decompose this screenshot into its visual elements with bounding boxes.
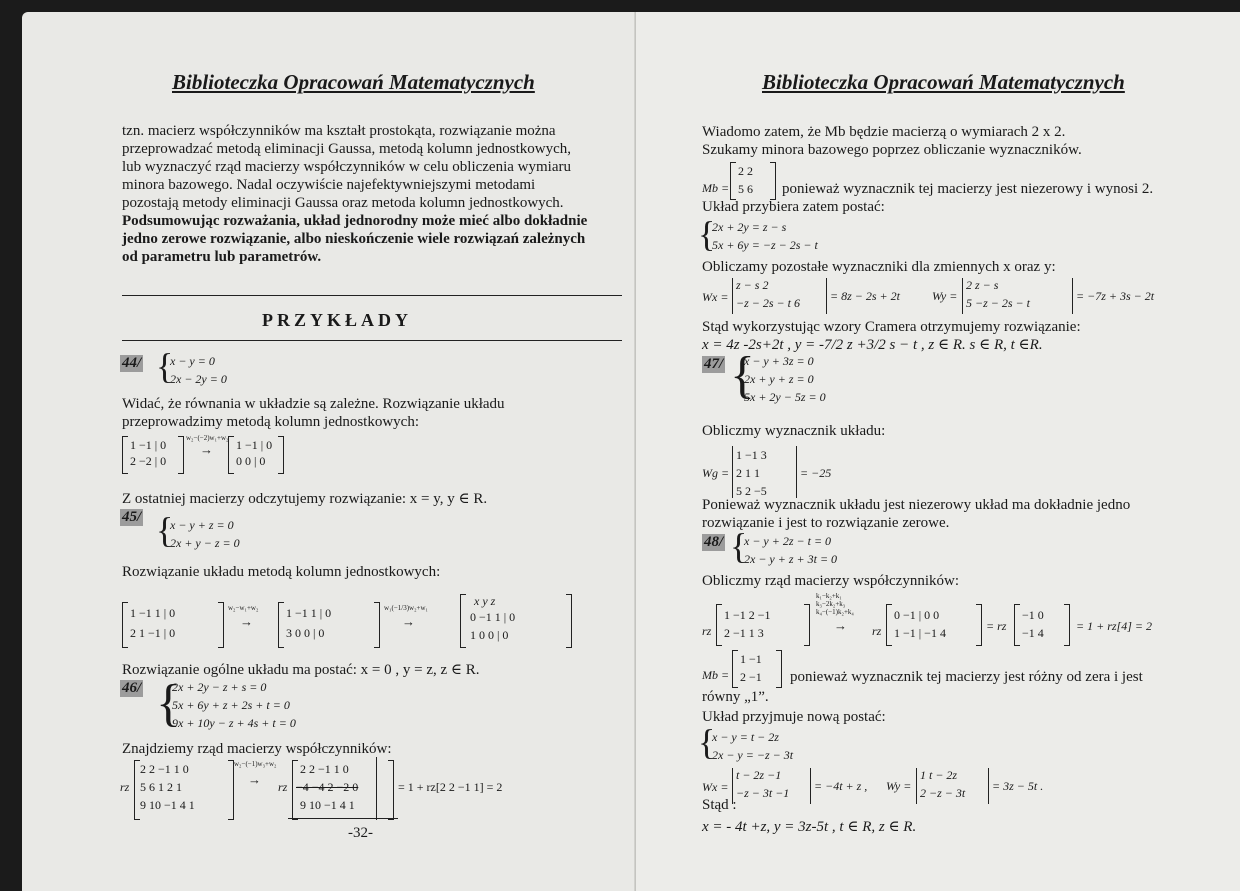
ex48-sys-eq-1: x − y = t − 2z [712,730,779,744]
example-46-number: 46/ [122,680,142,696]
ex44-m1-row-2: 2 −2 | 0 [130,454,167,468]
mb-row-1: 2 2 [738,164,753,178]
ex44-op: w₂−(−2)w₁+w₂ [186,434,229,442]
r-line-5: Stąd wykorzystując wzory Cramera otrzymujemy rozwiązanie: [702,319,1081,335]
right-page [636,12,1240,891]
ex48-eq-rz: = rz [986,619,1007,633]
ex47-w-label: Wg = [702,466,730,480]
ex48-rz-label: rz [702,624,712,638]
ex48-wx-bar-right [810,768,811,804]
left-page [22,12,634,891]
ex48-arrow: → [834,618,847,633]
intro-line-1: tzn. macierz współczynników ma kształt prostokąta, rozwiązanie można [122,123,556,139]
ex46-m1-row-3: 9 10 −1 4 1 [140,798,195,812]
right-page-header: Biblioteczka Opracowań Matematycznych [762,70,1125,94]
sys1-eq-1: 2x + 2y = z − s [712,220,787,234]
wx-row-2: −z − 2s − t 6 [736,296,800,310]
ex47-row-2: 2 1 1 [736,466,760,480]
r-line-2: Szukamy minora bazowego poprzez obliczanie wyznaczników. [702,142,1082,158]
ex45-eq-1: x − y + z = 0 [170,518,234,532]
ex46-eq-3: 9x + 10y − z + 4s + t = 0 [172,716,296,730]
ex48-m1-bracket-right [804,604,810,646]
ex44-m1-row-1: 1 −1 | 0 [130,438,167,452]
ex48-line-1: Układ przyjmuje nową postać: [702,709,886,725]
ex48-brace: { [730,526,748,566]
ex45-m3-bracket-right [566,594,572,648]
ex44-result: Z ostatniej macierzy odczytujemy rozwiązanie: x = y, y ∈ R. [122,491,488,507]
section-rule-top [122,295,622,296]
ex44-m2-row-2: 0 0 | 0 [236,454,266,468]
page-number: -32- [348,825,373,841]
ex48-m1-row-2: 2 −1 1 3 [724,626,764,640]
ex46-eq-1: 2x + 2y − z + s = 0 [172,680,267,694]
example-44-number: 44/ [122,355,142,371]
example-47-number: 47/ [704,356,724,372]
r-line-3: Układ przybiera zatem postać: [702,199,885,215]
ex46-op: w₂−(−1)w₃+w₂ [234,760,277,768]
ex47-eq-1: x − y + 3z = 0 [744,354,814,368]
ex48-stad: Stąd : [702,797,737,813]
ex48-sys-eq-2: 2x − y = −z − 3t [712,748,794,762]
ex46-cross-line-vertical [376,757,377,820]
wy-bar-left [962,278,963,314]
ex45-m1-bracket-left [122,602,128,648]
ex47-brace: { [730,347,755,404]
ex48-m3-bracket-right [1064,604,1070,646]
ex48-m1-bracket-left [716,604,722,646]
ex46-m2-row-3: 9 10 −1 4 1 [300,798,355,812]
ex46-rz-label: rz [120,780,130,794]
wx-label: Wx = [702,290,729,304]
wy-result: = −7z + 3s − 2t [1076,289,1155,303]
ex44-eq-1: x − y = 0 [170,354,215,368]
ex48-m2-bracket-left [886,604,892,646]
ex48-wy-bar-right [988,768,989,804]
example-48-number: 48/ [704,534,724,550]
mb-bracket-left [730,162,736,200]
ex46-tail: = 1 + rz[2 2 −1 1] = 2 [398,780,503,794]
ex48-sys-brace: { [698,722,716,762]
ex46-m2-row-2: −4 −4 2 −2 0 [296,780,359,794]
left-page-header: Biblioteczka Opracowań Matematycznych [172,70,535,94]
ex48-mb-text-2: równy „1”. [702,689,769,705]
wx-row-1: z − s 2 [736,278,769,292]
intro-line-2: przeprowadzać metodą eliminacji Gaussa, metodą kolumn jednostkowych, [122,141,572,157]
ex45-m2-bracket-left [278,602,284,648]
ex48-wy-row-1: 1 t − 2z [920,768,958,782]
ex44-m1-bracket-right [178,436,184,474]
r-line-1: Wiadomo zatem, że Mb będzie macierzą o wymiarach 2 x 2. [702,124,1066,140]
ex48-wx-row-1: t − 2z −1 [736,768,782,782]
ex48-m3-row-1: −1 0 [1022,608,1044,622]
ex45-arrow-2: → [402,614,415,629]
ex45-m1-row-2: 2 1 −1 | 0 [130,626,176,640]
ex48-wy-row-2: 2 −z − 3t [920,786,966,800]
mb-bracket-right [770,162,776,200]
wy-row-2: 5 −z − 2s − t [966,296,1030,310]
ex44-eq-2: 2x − 2y = 0 [170,372,227,386]
ex46-rz-label-2: rz [278,780,288,794]
ex45-result: Rozwiązanie ogólne układu ma postać: x = 0 , y = z, z ∈ R. [122,662,480,678]
wx-bar-left [732,278,733,314]
ex48-rz-label-2: rz [872,624,882,638]
ex44-brace: { [156,346,174,386]
wx-result: = 8z − 2s + 2t [830,289,900,303]
ex45-m1-row-1: 1 −1 1 | 0 [130,606,176,620]
ex48-m2-row-2: 1 −1 | −1 4 [894,626,946,640]
ex47-text: Obliczmy wyznacznik układu: [702,423,886,439]
ex48-mb-bracket-left [732,650,738,688]
ex45-arrow-1: → [240,614,253,629]
ex45-op-1: w₂−w₁+w₂ [228,604,259,612]
ex47-row-1: 1 −1 3 [736,448,767,462]
summary-line-2: jedno zerowe rozwiązanie, albo nieskończenie wiele rozwiązań zależnych [122,231,586,247]
ex48-wx-row-2: −z − 3t −1 [736,786,790,800]
ex44-arrow: → [200,442,213,457]
ex47-conclusion-1: Ponieważ wyznacznik układu jest niezerowy układ ma dokładnie jedno [702,497,1131,513]
mb-row-2: 5 6 [738,182,753,196]
ex46-m1-row-1: 2 2 −1 1 0 [140,762,189,776]
ex48-m3-row-2: −1 4 [1022,626,1044,640]
ex45-m3-row-1: 0 −1 1 | 0 [470,610,516,624]
wy-row-1: 2 z − s [966,278,999,292]
ex47-eq-2: 2x + y + z = 0 [744,372,814,386]
ex48-mb-row-2: 2 −1 [740,670,762,684]
ex44-m2-bracket-left [228,436,234,474]
ex46-m1-row-2: 5 6 1 2 1 [140,780,182,794]
ex48-m1-row-1: 1 −1 2 −1 [724,608,771,622]
ex48-op-3: k₄−(−1)k₂+k₄ [816,608,854,616]
wy-label: Wy = [932,289,958,303]
section-rule-bottom [122,340,622,341]
ex48-op-2: k₃−2k₂+k₃ [816,600,846,608]
ex48-mb-label: Mb = [702,668,730,682]
example-45-number: 45/ [122,509,142,525]
ex48-mb-bracket-right [776,650,782,688]
ex48-eq-2: 2x − y + z + 3t = 0 [744,552,838,566]
ex48-wx-label: Wx = [702,780,729,794]
ex48-text: Obliczmy rząd macierzy współczynników: [702,573,959,589]
ex47-row-3: 5 2 −5 [736,484,767,498]
ex44-m2-row-1: 1 −1 | 0 [236,438,273,452]
ex47-bar-left [732,446,733,498]
ex45-m2-bracket-right [374,602,380,648]
ex48-eq-1: x − y + 2z − t = 0 [744,534,832,548]
ex47-eq-3: 5x + 2y − 5z = 0 [744,390,826,404]
ex44-m1-bracket-left [122,436,128,474]
ex45-op-2: w₁(−1/3)w₂+w₁ [384,604,428,612]
ex48-op-1: k₁−k₂+k₁ [816,592,842,600]
ex44-m2-bracket-right [278,436,284,474]
ex48-m2-bracket-right [976,604,982,646]
ex47-result: = −25 [800,466,832,480]
ex45-eq-2: 2x + y − z = 0 [170,536,240,550]
ex45-m3-bracket-left [460,594,466,648]
ex45-m1-bracket-right [218,602,224,648]
intro-line-3: lub wyznaczyć rząd macierzy współczynników w celu obliczenia wymiaru [122,159,571,175]
ex48-solution: x = - 4t +z, y = 3z-5t , t ∈ R, z ∈ R. [702,819,917,835]
ex45-m2-row-1: 1 −1 1 | 0 [286,606,332,620]
ex48-m3-bracket-left [1014,604,1020,646]
ex46-cross-line-horizontal [288,818,398,819]
ex46-m2-row-1: 2 2 −1 1 0 [300,762,349,776]
mb-text: ponieważ wyznacznik tej macierzy jest niezerowy i wynosi 2. [782,181,1154,197]
wx-bar-right [826,278,827,314]
summary-line-1: Podsumowując rozważania, układ jednorodny może mieć albo dokładnie [122,213,588,229]
ex46-text: Znajdziemy rząd macierzy współczynników: [122,741,392,757]
ex44-text-2: przeprowadzimy metodą kolumn jednostkowych: [122,414,420,430]
sys1-brace: { [698,214,716,254]
ex48-wy-bar-left [916,768,917,804]
ex46-brace: { [156,675,181,732]
ex44-text-1: Widać, że równania w układzie są zależne. Rozwiązanie układu [122,396,505,412]
intro-line-4: minora bazowego. Nadal oczywiście najefektywniejszymi metodami [122,177,536,193]
ex48-wx-result: = −4t + z , [814,779,868,793]
summary-line-3: od parametru lub parametrów. [122,249,322,265]
ex45-m3-header: x y z [474,594,496,608]
ex48-mb-row-1: 1 −1 [740,652,762,666]
ex47-conclusion-2: rozwiązanie i jest to rozwiązanie zerowe. [702,515,950,531]
ex48-wy-result: = 3z − 5t . [992,779,1044,793]
wy-bar-right [1072,278,1073,314]
ex47-bar-right [796,446,797,498]
intro-line-5: pozostają metody eliminacji Gaussa oraz metoda kolumn jednostkowych. [122,195,564,211]
ex45-brace: { [156,510,174,550]
ex48-tail: = 1 + rz[4] = 2 [1076,619,1152,633]
mb-label: Mb = [702,181,730,195]
sys1-eq-2: 5x + 6y = −z − 2s − t [712,238,818,252]
ex45-m3-row-2: 1 0 0 | 0 [470,628,509,642]
ex48-m2-row-1: 0 −1 | 0 0 [894,608,940,622]
ex46-m1-bracket-right [228,760,234,820]
ex45-m2-row-2: 3 0 0 | 0 [286,626,325,640]
ex46-m2-bracket-right [388,760,394,820]
section-title: PRZYKŁADY [262,310,413,330]
ex46-arrow: → [248,772,261,787]
r-line-4: Obliczamy pozostałe wyznaczniki dla zmiennych x oraz y: [702,259,1056,275]
ex48-wy-label: Wy = [886,779,912,793]
ex48-mb-text: ponieważ wyznacznik tej macierzy jest różny od zera i jest [790,669,1143,685]
ex46-eq-2: 5x + 6y + z + 2s + t = 0 [172,698,290,712]
solution-1: x = 4z -2s+2t , y = -7/2 z +3/2 s − t , z ∈ R. s ∈ R, t ∈R. [702,337,1043,353]
ex45-text: Rozwiązanie układu metodą kolumn jednostkowych: [122,564,441,580]
